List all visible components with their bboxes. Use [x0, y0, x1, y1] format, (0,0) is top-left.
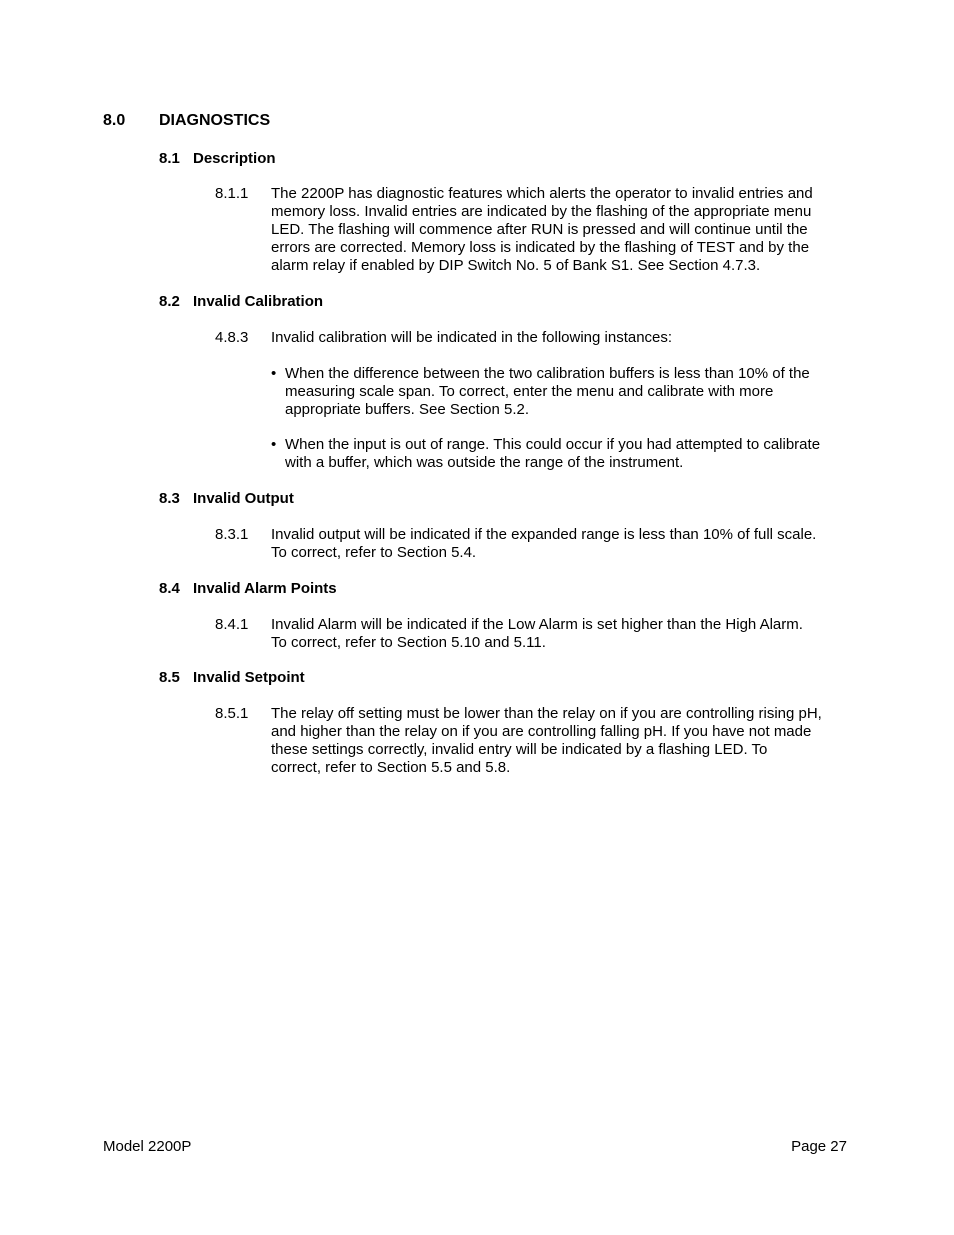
- section-title: Invalid Output: [193, 490, 294, 507]
- section-title: Invalid Alarm Points: [193, 580, 337, 597]
- text-line: Invalid Alarm will be indicated if the Low Alarm is set higher than the High Alarm.: [271, 616, 803, 633]
- section-title: Description: [193, 150, 276, 167]
- section-number: 8.1: [159, 150, 180, 167]
- text-line: When the input is out of range. This could occur if you had attempted to calibrate: [285, 436, 821, 453]
- paragraph-text: [271, 616, 846, 652]
- text-line: To correct, refer to Section 5.4.: [271, 544, 477, 561]
- text-line: To correct, refer to Section 5.10 and 5.11.: [271, 634, 546, 651]
- paragraph-number: 8.4.1: [215, 616, 249, 633]
- section-number: 8.5: [159, 669, 180, 686]
- paragraph-number: 4.8.3: [215, 329, 249, 346]
- paragraph-number: 8.1.1: [215, 185, 249, 202]
- text-line: The relay off setting must be lower than the relay on if you are controlling rising pH,: [271, 705, 822, 722]
- paragraph-text: [271, 705, 846, 777]
- section-number: 8.2: [159, 293, 180, 310]
- text-line: with a buffer, which was outside the range of the instrument.: [285, 454, 684, 471]
- text-line: errors are corrected. Memory loss is indicated by the flashing of TEST and by the: [271, 239, 810, 256]
- bullet-text: [285, 365, 850, 419]
- footer-page-number: Page 27: [791, 1138, 847, 1155]
- section-number: 8.3: [159, 490, 180, 507]
- bullet-text: [285, 436, 850, 472]
- paragraph-text: [271, 185, 846, 275]
- bullet-symbol: •: [271, 436, 277, 453]
- section-title: Invalid Calibration: [193, 293, 324, 310]
- text-line: these settings correctly, invalid entry will be indicated by a flashing LED. To: [271, 741, 768, 758]
- paragraph-number: 8.3.1: [215, 526, 249, 543]
- paragraph-text: [271, 329, 846, 347]
- text-line: Invalid calibration will be indicated in the following instances:: [271, 329, 673, 346]
- chapter-number: 8.0: [103, 112, 126, 129]
- footer-model: Model 2200P: [103, 1138, 192, 1155]
- text-line: alarm relay if enabled by DIP Switch No. 5 of Bank S1. See Section 4.7.3.: [271, 257, 761, 274]
- text-line: correct, refer to Section 5.5 and 5.8.: [271, 759, 511, 776]
- text-line: LED. The flashing will commence after RUN is pressed and will continue until the: [271, 221, 808, 238]
- text-line: measuring scale span. To correct, enter the menu and calibrate with more: [285, 383, 774, 400]
- text-line: When the difference between the two calibration buffers is less than 10% of the: [285, 365, 810, 382]
- paragraph-text: [271, 526, 846, 562]
- text-line: appropriate buffers. See Section 5.2.: [285, 401, 530, 418]
- chapter-title: DIAGNOSTICS: [159, 112, 271, 129]
- text-line: memory loss. Invalid entries are indicated by the flashing of the appropriate menu: [271, 203, 812, 220]
- text-line: and higher than the relay on if you are controlling falling pH. If you have not made: [271, 723, 812, 740]
- section-title: Invalid Setpoint: [193, 669, 305, 686]
- text-line: Invalid output will be indicated if the expanded range is less than 10% of full scale.: [271, 526, 817, 543]
- text-line: The 2200P has diagnostic features which alerts the operator to invalid entries and: [271, 185, 813, 202]
- bullet-symbol: •: [271, 365, 277, 382]
- paragraph-number: 8.5.1: [215, 705, 249, 722]
- section-number: 8.4: [159, 580, 180, 597]
